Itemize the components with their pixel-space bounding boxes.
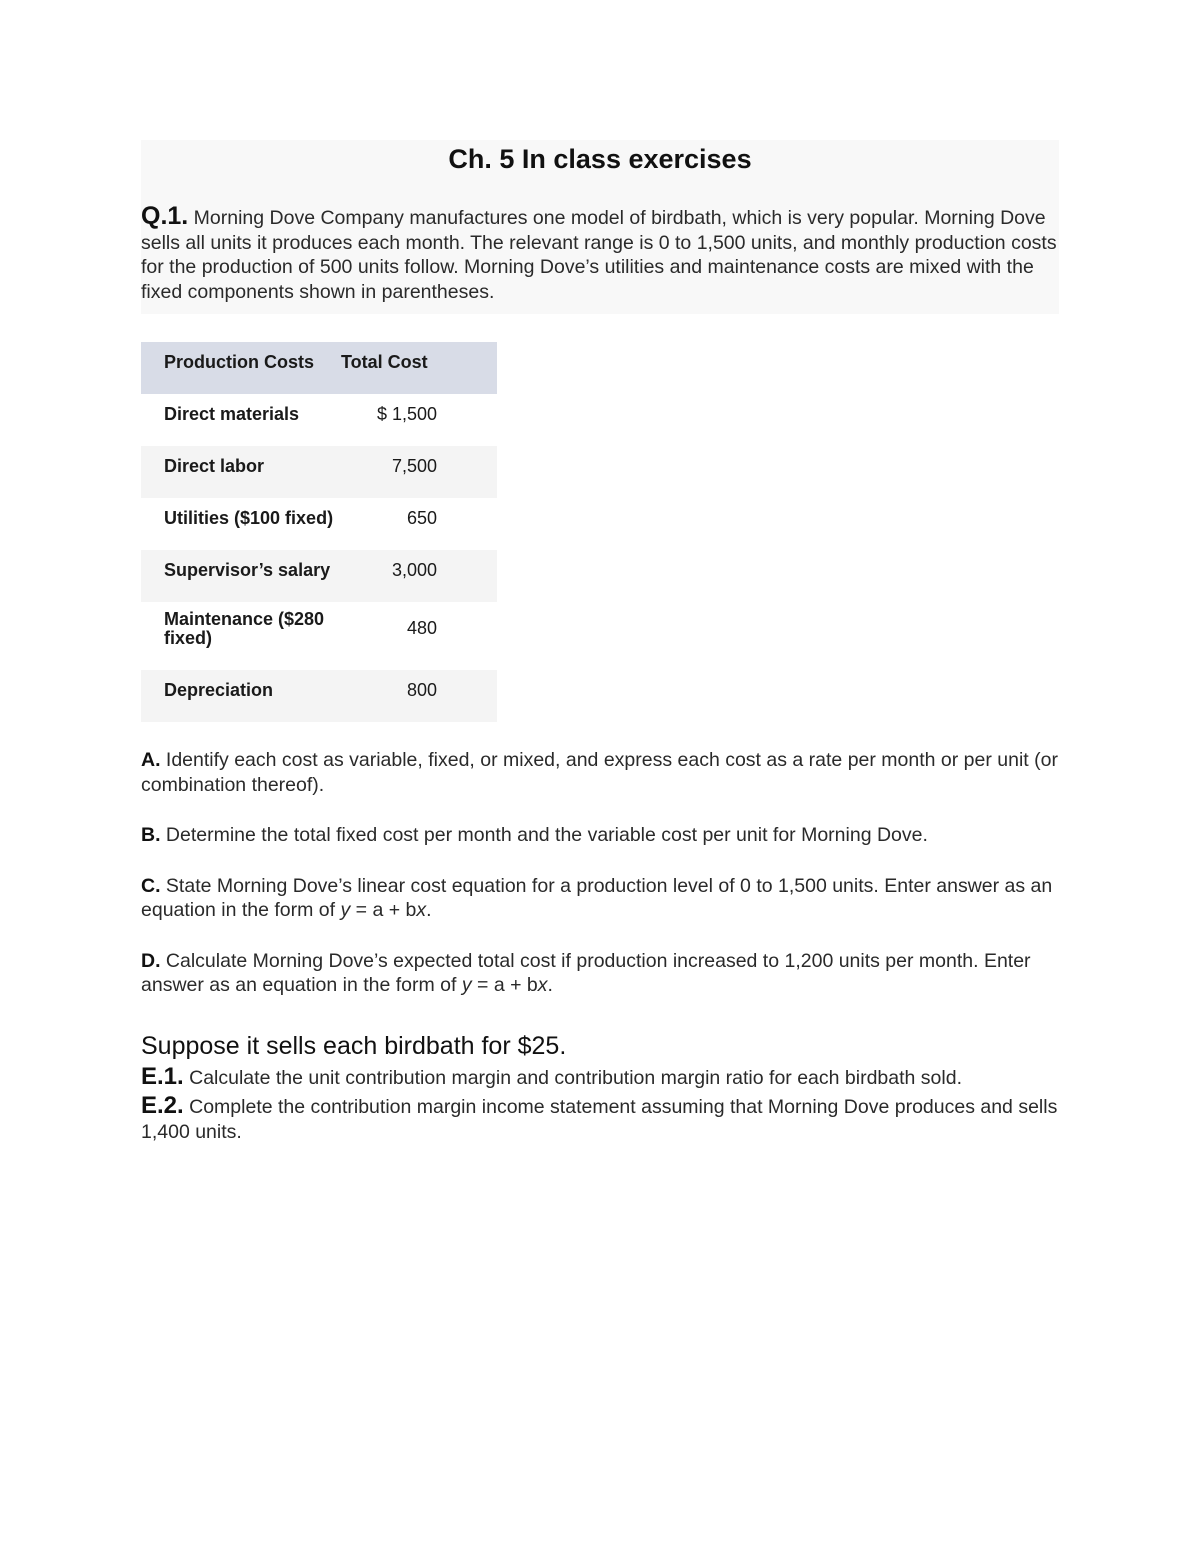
header-production-costs: Production Costs	[141, 342, 341, 394]
cost-value: $ 1,500	[376, 404, 437, 424]
cost-name: Depreciation	[141, 670, 341, 722]
part-b-text: Determine the total fixed cost per month and the variable cost per unit for Morning Dove.	[165, 824, 928, 846]
table-row	[141, 498, 497, 550]
cost-name	[141, 602, 341, 670]
cost-name: Supervisor’s salary	[141, 550, 341, 602]
production-costs-table	[141, 342, 497, 722]
part-c-text-after: .	[426, 899, 432, 921]
cost-name: Direct labor	[141, 446, 341, 498]
page-title: Ch. 5 In class exercises	[448, 144, 752, 174]
intro-section	[141, 140, 1059, 314]
part-e1-label: E.1.	[141, 1062, 184, 1090]
cost-name: Direct materials	[164, 404, 300, 424]
document-page	[141, 140, 1059, 1144]
table-row	[141, 394, 497, 446]
cost-name-text: Maintenance ($280 fixed)	[164, 609, 325, 648]
part-a	[141, 748, 1059, 797]
question-1	[141, 204, 1059, 304]
part-c	[141, 874, 1059, 923]
question-1-text: Morning Dove Company manufactures one model of birdbath, which is very popular. Morning Dove sells all units it produces each month. The relevant range is 0 to 1,500 units, and monthly production costs for the production of 500 units follow. Morning Dove’s utilities and maintenance costs are mixed with the fixed components shown in parentheses.	[141, 207, 1057, 303]
table-row	[141, 602, 497, 670]
part-a-text: Identify each cost as variable, fixed, or mixed, and express each cost as a rate per month or per unit (or combination thereof).	[141, 749, 1058, 796]
part-e2-text: Complete the contribution margin income statement assuming that Morning Dove produces and sells 1,400 units.	[141, 1096, 1058, 1143]
part-e1-text: Calculate the unit contribution margin and contribution margin ratio for each birdbath sold.	[189, 1066, 962, 1089]
part-e1	[141, 1062, 1059, 1091]
cost-name: Utilities ($100 fixed)	[164, 508, 334, 528]
part-b-label: B.	[141, 824, 161, 846]
part-d-text-after: .	[547, 974, 553, 996]
question-1-label: Q.1.	[141, 202, 189, 230]
part-a-label: A.	[141, 749, 161, 771]
table-row	[141, 550, 497, 602]
table-row	[141, 446, 497, 498]
part-e2	[141, 1094, 1059, 1144]
section-heading: Suppose it sells each birdbath for $25.	[141, 1031, 567, 1060]
cost-value: 800	[341, 670, 497, 722]
part-d-text: Calculate Morning Dove’s expected total cost if production increased to 1,200 units per month. Enter answer as an equation in the form of	[141, 949, 1031, 996]
header-total-cost: Total Cost	[341, 342, 497, 394]
part-d-eq-y: y	[461, 974, 472, 996]
cost-value: 650	[406, 508, 437, 528]
question-parts	[141, 748, 1059, 998]
part-c-eq-y: y	[340, 899, 351, 921]
cost-value: 7,500	[341, 446, 497, 498]
table-header-row	[141, 342, 497, 394]
part-b	[141, 823, 1059, 848]
part-c-eq-mid: = a + b	[350, 899, 417, 921]
cost-value: 3,000	[341, 550, 497, 602]
part-d	[141, 949, 1059, 998]
cost-value: 480	[406, 618, 437, 638]
part-d-label: D.	[141, 949, 161, 972]
part-d-eq-x: x	[537, 974, 548, 996]
table-row	[141, 670, 497, 722]
part-c-text: State Morning Dove’s linear cost equation for a production level of 0 to 1,500 units. Enter answer as an equation in the form of	[141, 874, 1053, 921]
part-c-label: C.	[141, 874, 161, 897]
part-e2-label: E.2.	[141, 1092, 184, 1119]
part-c-eq-x: x	[416, 899, 427, 921]
part-d-eq-mid: = a + b	[471, 974, 538, 996]
